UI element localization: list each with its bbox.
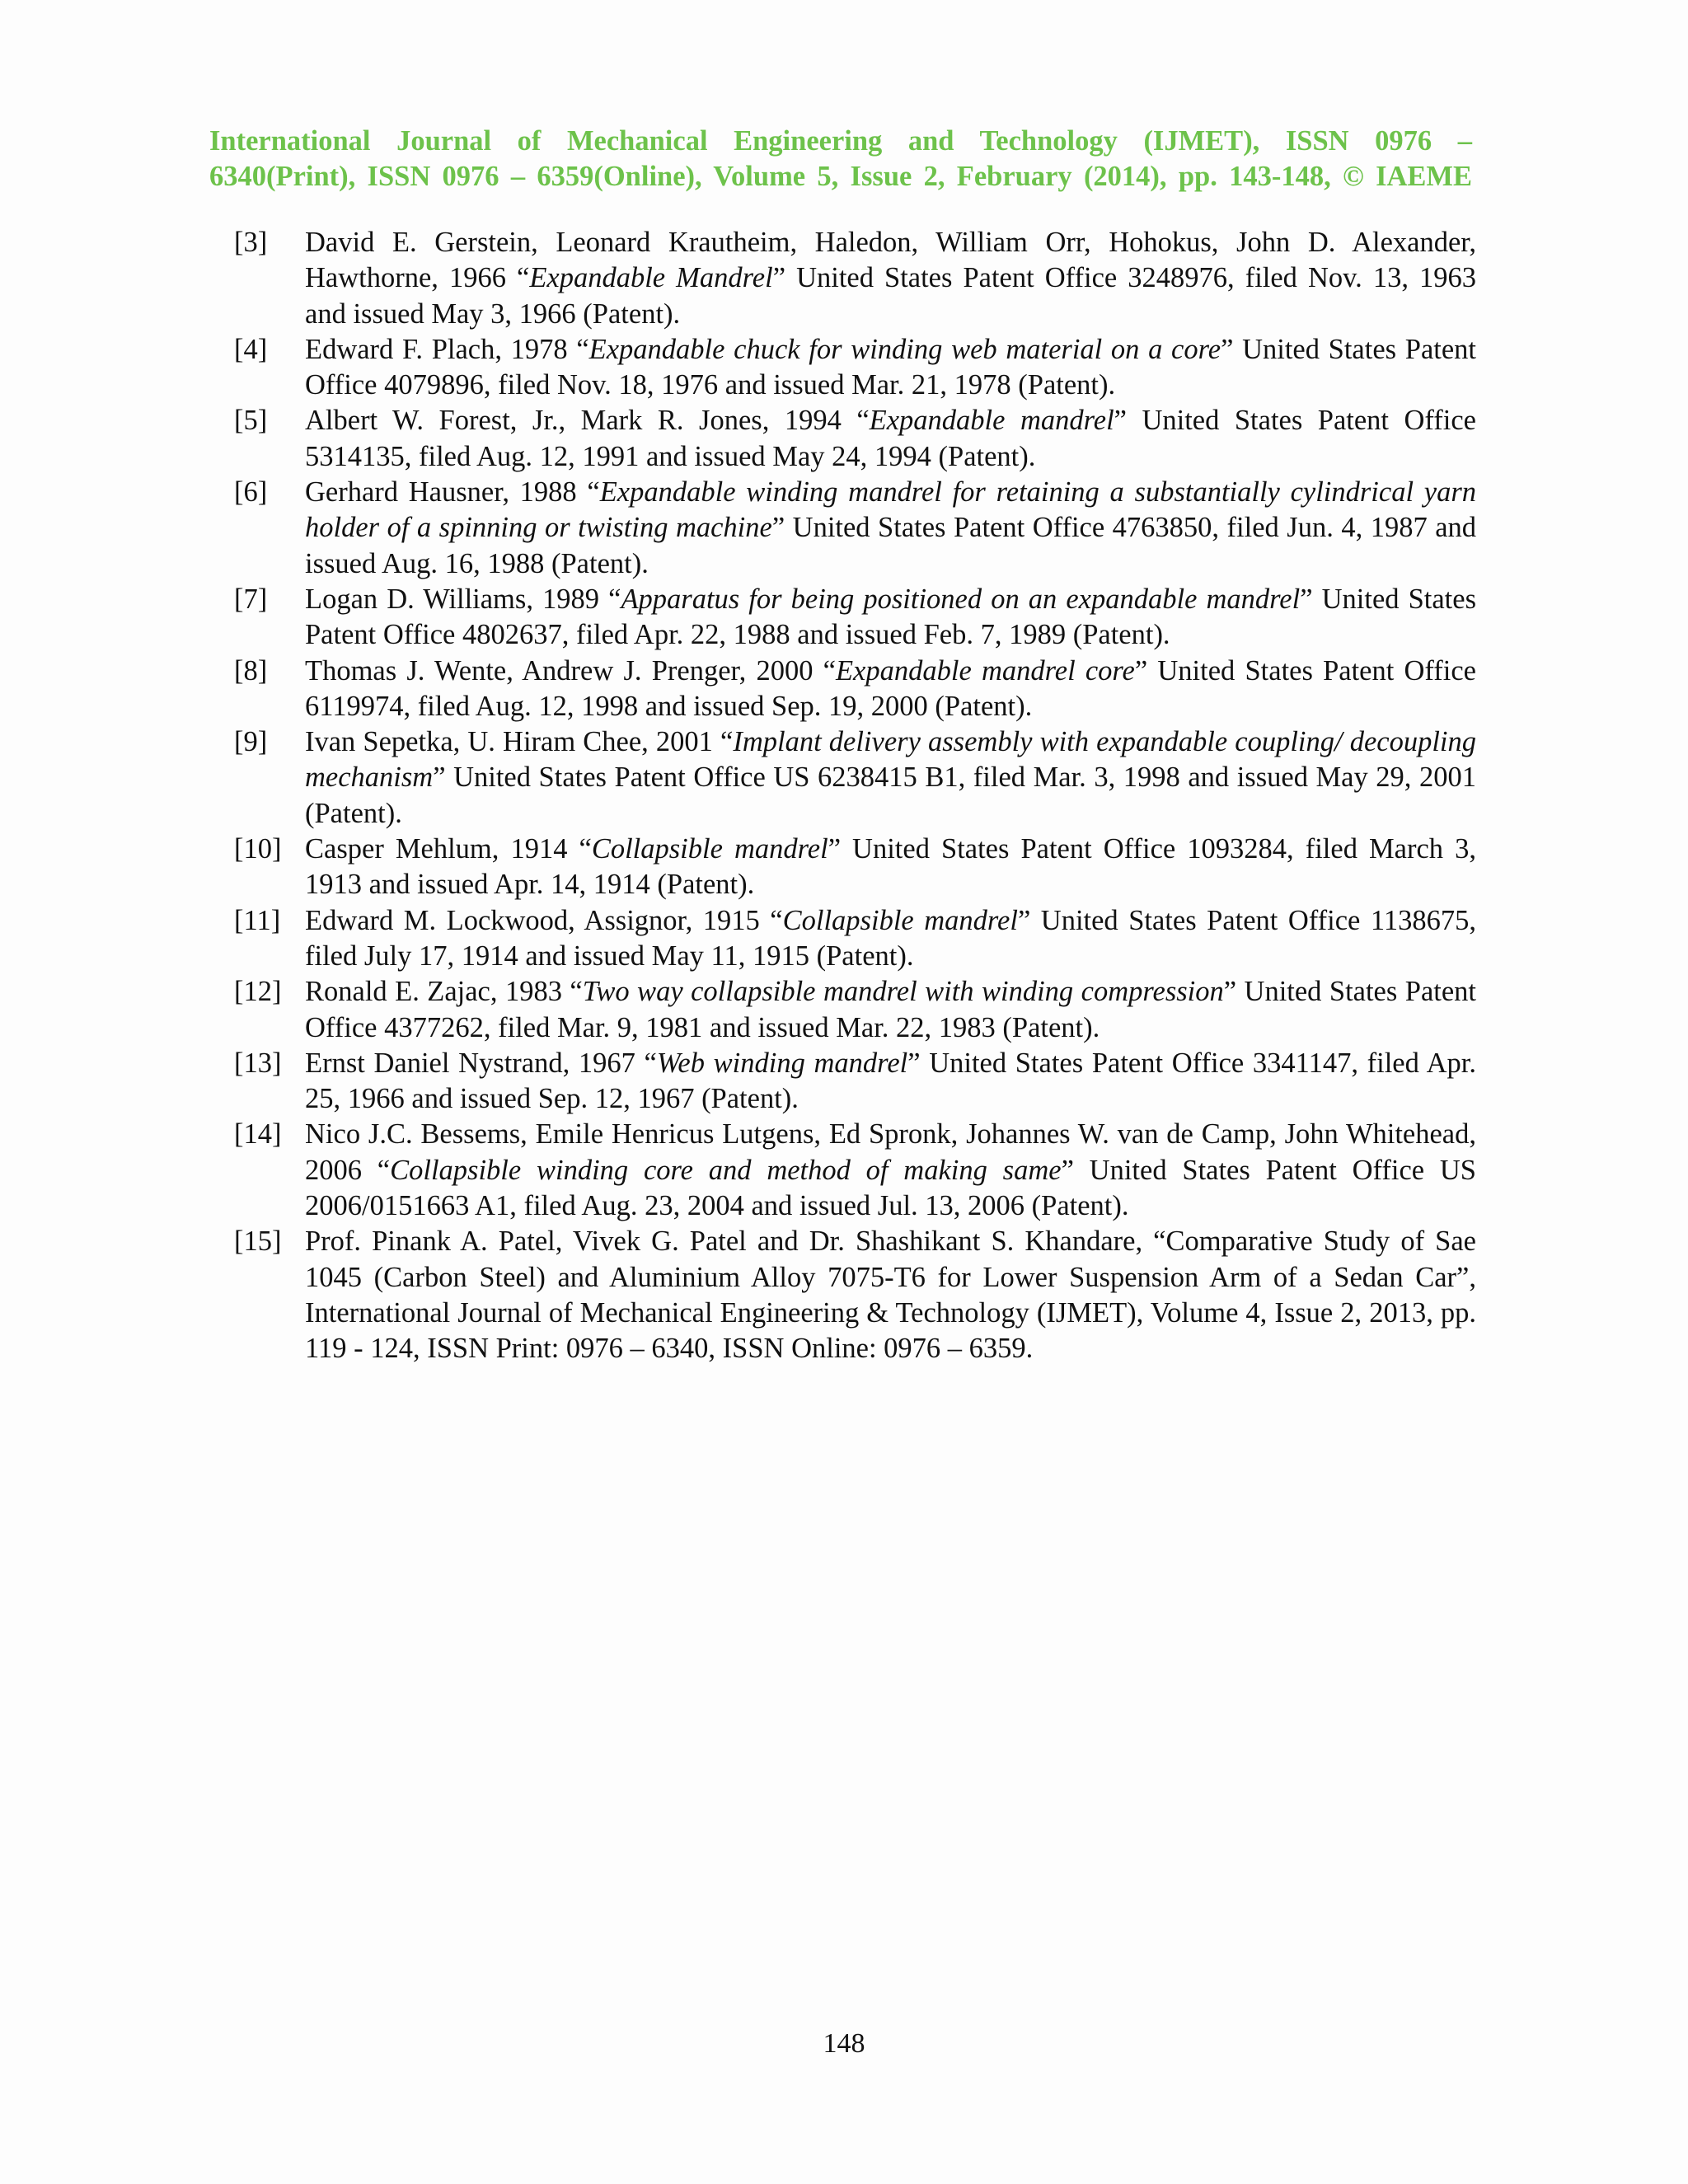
reference-title: Expandable mandrel (869, 405, 1114, 437)
reference-entry-7 (234, 582, 1476, 654)
journal-header-line-1: International Journal of Mechanical Engineering and Technology (IJMET), ISSN 0976 – (209, 125, 1472, 157)
reference-details: ” United States Patent Office 4763850, filed Jun. 4, 1987 and issued Aug. 16, 1988 (Patent). (305, 512, 1477, 579)
reference-number: [9] (234, 726, 268, 758)
reference-entry-8 (234, 654, 1476, 725)
reference-authors: Edward M. Lockwood, Assignor, 1915 “ (305, 904, 783, 936)
reference-authors: Ivan Sepetka, U. Hiram Chee, 2001 “ (305, 726, 734, 758)
reference-authors: Gerhard Hausner, 1988 “ (305, 476, 600, 509)
reference-title: Expandable Mandrel (529, 262, 773, 294)
reference-number: [13] (234, 1047, 282, 1079)
reference-entry-15 (234, 1224, 1476, 1366)
reference-text (305, 475, 1476, 582)
reference-list (234, 225, 1476, 1367)
reference-text (305, 403, 1476, 475)
reference-authors: Nico J.C. Bessems, Emile Henricus Lutgens, Ed Spronk, Johannes W. van de Camp, John Whitehead, 2006 “ (305, 1118, 1476, 1186)
reference-authors: Ernst Daniel Nystrand, 1967 “ (305, 1047, 657, 1079)
reference-number: [8] (234, 654, 268, 687)
reference-text (305, 832, 1476, 903)
reference-details: ” United States Patent Office 4802637, filed Apr. 22, 1988 and issued Feb. 7, 1989 (Patent). (305, 583, 1476, 651)
reference-number: [15] (234, 1226, 282, 1258)
reference-text (305, 332, 1476, 404)
reference-title: Apparatus for being positioned on an expandable mandrel (621, 583, 1301, 615)
reference-details: ” United States Patent Office US 6238415 B1, filed Mar. 3, 1998 and issued May 29, 2001 (Patent). (305, 762, 1476, 829)
page-number: 148 (823, 2028, 865, 2059)
reference-details: ” United States Patent Office 5314135, filed Aug. 12, 1991 and issued May 24, 1994 (Patent). (305, 405, 1476, 472)
reference-details: ” United States Patent Office 3248976, filed Nov. 13, 1963 and issued May 3, 1966 (Patent). (305, 262, 1477, 330)
reference-text (305, 225, 1476, 332)
reference-details: ” United States Patent Office 1138675, filed July 17, 1914 and issued May 11, 1915 (Patent). (305, 904, 1476, 972)
reference-entry-11 (234, 903, 1476, 975)
reference-number: [5] (234, 405, 268, 437)
reference-details: ” United States Patent Office 4377262, filed Mar. 9, 1981 and issued Mar. 22, 1983 (Patent). (305, 976, 1476, 1043)
journal-header (209, 124, 1472, 194)
reference-entry-4 (234, 332, 1476, 404)
reference-entry-9 (234, 724, 1476, 832)
reference-number: [6] (234, 476, 268, 509)
reference-number: [10] (234, 833, 282, 865)
reference-title: Web winding mandrel (656, 1047, 908, 1079)
reference-authors: Ronald E. Zajac, 1983 “ (305, 976, 583, 1008)
reference-authors: Edward F. Plach, 1978 “ (305, 333, 589, 365)
reference-details: ” United States Patent Office 3341147, filed Apr. 25, 1966 and issued Sep. 12, 1967 (Patent). (305, 1047, 1476, 1115)
reference-number: [14] (234, 1118, 282, 1151)
reference-authors: Thomas J. Wente, Andrew J. Prenger, 2000 “ (305, 654, 836, 687)
reference-title: Expandable mandrel core (835, 654, 1135, 687)
reference-entry-5 (234, 403, 1476, 475)
reference-authors: Logan D. Williams, 1989 “ (305, 583, 621, 615)
reference-title: Expandable chuck for winding web material on a core (588, 333, 1221, 365)
reference-title: Implant delivery assembly with expandable coupling/ decoupling mechanism (305, 726, 1477, 794)
journal-header-line-2: 6340(Print), ISSN 0976 – 6359(Online), Volume 5, Issue 2, February (2014), pp. 143-148, © IAEME (209, 161, 1472, 192)
reference-entry-14 (234, 1117, 1476, 1224)
reference-title: Two way collapsible mandrel with winding compression (582, 976, 1224, 1008)
reference-number: [3] (234, 227, 268, 258)
reference-text (305, 903, 1476, 975)
reference-text (305, 1117, 1476, 1224)
reference-authors: Prof. Pinank A. Patel, Vivek G. Patel and Dr. Shashikant S. Khandare, “Comparative Study of Sae 1045 (Carbon Steel) and Aluminium Alloy 7075-T6 for Lower Suspension Arm of a Sedan Car”, International Journal of Mechanical Engineering & Technology (IJMET), Volume 4, Issue 2, 2013, pp. 119 - 124, ISSN Print: 0976 – 6340, ISSN Online: 0976 – 6359. (305, 1226, 1476, 1365)
reference-text (305, 582, 1476, 654)
reference-entry-10 (234, 832, 1476, 903)
reference-text (305, 1046, 1476, 1118)
reference-entry-12 (234, 974, 1476, 1046)
reference-entry-13 (234, 1046, 1476, 1118)
reference-text (305, 1224, 1476, 1366)
reference-title: Collapsible mandrel (591, 833, 828, 865)
reference-authors: Casper Mehlum, 1914 “ (305, 833, 592, 865)
reference-title: Expandable winding mandrel for retaining a substantially cylindrical yarn holder of a spinning or twisting machine (305, 476, 1477, 544)
reference-text (305, 974, 1476, 1046)
reference-text (305, 654, 1476, 725)
reference-details: ” United States Patent Office 4079896, filed Nov. 18, 1976 and issued Mar. 21, 1978 (Patent). (305, 333, 1476, 401)
reference-authors: Albert W. Forest, Jr., Mark R. Jones, 1994 “ (305, 405, 870, 437)
reference-number: [12] (234, 976, 282, 1008)
reference-details: ” United States Patent Office 6119974, filed Aug. 12, 1998 and issued Sep. 19, 2000 (Patent). (305, 654, 1476, 722)
reference-number: [4] (234, 333, 268, 365)
reference-number: [11] (234, 904, 281, 936)
reference-details: ” United States Patent Office US 2006/0151663 A1, filed Aug. 23, 2004 and issued Jul. 13, 2006 (Patent). (305, 1154, 1476, 1222)
reference-details: ” United States Patent Office 1093284, filed March 3, 1913 and issued Apr. 14, 1914 (Patent). (305, 833, 1476, 901)
reference-authors: David E. Gerstein, Leonard Krautheim, Haledon, William Orr, Hohokus, John D. Alexander, Hawthorne, 1966 “ (305, 227, 1476, 294)
reference-entry-3 (234, 225, 1476, 332)
reference-title: Collapsible mandrel (782, 904, 1018, 936)
reference-entry-6 (234, 475, 1476, 582)
reference-number: [7] (234, 583, 268, 615)
reference-text (305, 724, 1476, 832)
reference-title: Collapsible winding core and method of making same (390, 1154, 1062, 1186)
